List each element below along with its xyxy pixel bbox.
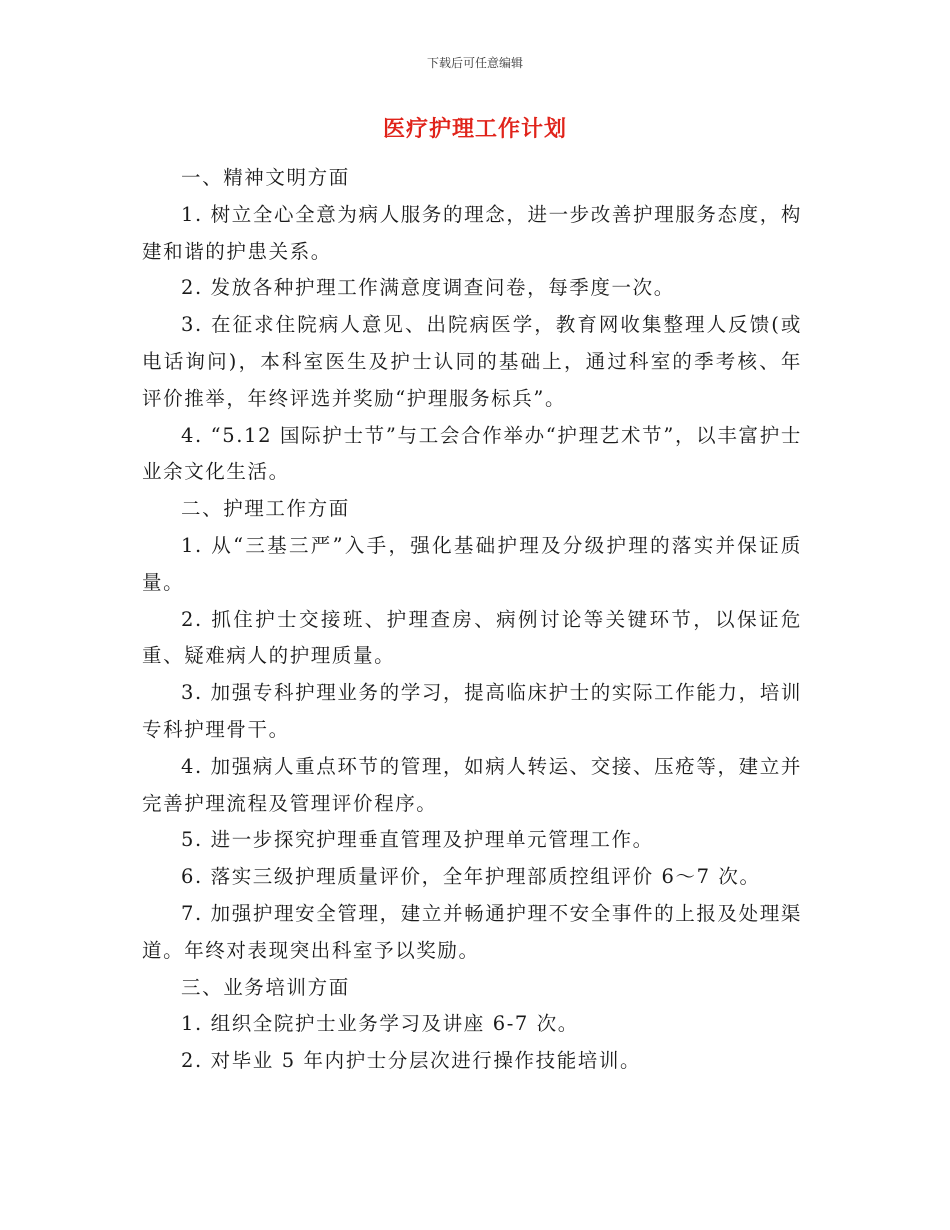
paragraph-item: 4. 加强病人重点环节的管理，如病人转运、交接、压疮等，建立并完善护理流程及管理评价程序。 [142,754,802,815]
paragraph-item: 2. 发放各种护理工作满意度调查问卷，每季度一次。 [181,276,675,300]
section-heading-spirit: 一、精神文明方面 [181,166,350,189]
header-note: 下载后可任意编辑 [426,56,523,70]
paragraph-item: 3. 加强专科护理业务的学习，提高临床护士的实际工作能力，培训专科护理骨干。 [142,681,802,741]
document-body [142,160,802,1080]
paragraph-item: 2. 对毕业 5 年内护士分层次进行操作技能培训。 [181,1049,642,1073]
paragraph-item: 4. “5.12 国际护士节”与工会合作举办“护理艺术节”，以丰富护士业余文化生活。 [142,423,802,484]
paragraph-item: 3. 在征求住院病人意见、出院病医学，教育网收集整理人反馈(或电话询问)，本科室医生及护士认同的基础上，通过科室的季考核、年评价推举，年终评选并奖励“护理服务标兵”。 [142,313,802,410]
paragraph-item: 1. 组织全院护士业务学习及讲座 6-7 次。 [181,1012,579,1036]
paragraph-item: 1. 从“三基三严”入手，强化基础护理及分级护理的落实并保证质量。 [142,533,802,594]
paragraph-item: 5. 进一步探究护理垂直管理及护理单元管理工作。 [181,828,654,852]
section-heading-training: 三、业务培训方面 [181,975,350,999]
paragraph-item: 2. 抓住护士交接班、护理查房、病例讨论等关键环节，以保证危重、疑难病人的护理质量。 [142,607,802,668]
section-heading-nursing: 二、护理工作方面 [181,497,350,521]
paragraph-item: 7. 加强护理安全管理，建立并畅通护理不安全事件的上报及处理渠道。年终对表现突出科室予以奖励。 [142,901,802,962]
paragraph-item: 1. 树立全心全意为病人服务的理念，进一步改善护理服务态度，构建和谐的护患关系。 [142,202,802,263]
paragraph-item: 6. 落实三级护理质量评价，全年护理部质控组评价 6～7 次。 [181,865,761,889]
document-title: 医疗护理工作计划 [382,116,567,142]
